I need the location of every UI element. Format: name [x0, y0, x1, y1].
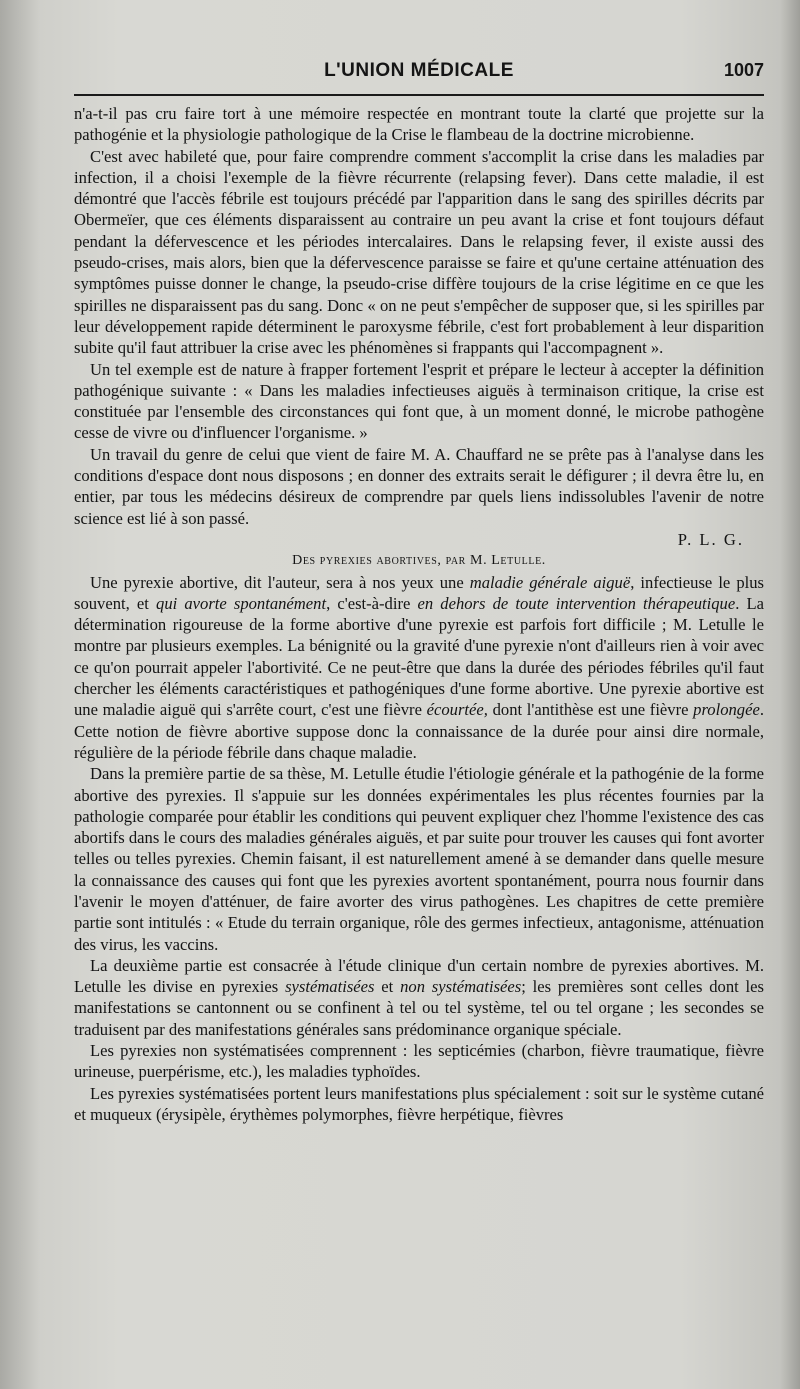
running-title: L'UNION MÉDICALE — [324, 60, 514, 81]
article-paragraph-3: Un tel exemple est de nature à frapper fortement l'esprit et prépare le lecteur à accepter la définition pathogénique suivante : « Dans les maladies infectieuses aiguës à terminaison critique, la crise est constituée par l'ensemble des circonstances qui font que, à un moment donné, le microbe pathogène cesse de vivre ou d'influencer l'organisme. » — [74, 359, 764, 443]
italic-term: qui avorte spontanément — [156, 593, 327, 613]
page-number: 1007 — [723, 60, 764, 80]
section-heading: Des pyrexies abortives, par M. Letulle. — [292, 553, 546, 569]
page-header — [74, 60, 764, 86]
text-run: Une pyrexie abortive, dit l'auteur, sera à nos yeux une — [90, 572, 470, 592]
section-paragraph-2: Dans la première partie de sa thèse, M. Letulle étudie l'étiologie générale et la pathogénie de la forme abortive des pyrexies. Il s'appuie sur les données expérimentales les plus récentes fournies par la pathologie comparée pour établir les conditions qui peuvent expliquer chez l'homme l'existence des cas abortifs dans le cours des maladies générales aiguës, et par suite pour trouver les causes qui font avorter telles ou telles pyrexies. Chemin faisant, il est naturellement amené à se demander dans quelle mesure la connaissance des causes qui font que les pyrexies avortent spontanément, pourra nous fournir dans l'avenir le moyen d'atténuer, de faire avorter des virus pathogènes. Les chapitres de cette première partie sont intitulés : « Etude du terrain organique, rôle des germes infectieux, antagonisme, atténuation des virus, les vaccins. — [74, 764, 764, 954]
header-rule — [74, 94, 764, 96]
text-run: , c'est-à-dire — [326, 593, 418, 613]
text-run: . La détermination rigoureuse de la forme abortive d'une pyrexie est parfois fort difficile ; M. Letulle le montre par plusieurs exemples. La bénignité ou la gravité d'une pyrexie n'ont d'ailleurs rien à voir avec ce qu'on pourrait appeler l'abortivité. Ce ne peut-être que dans la durée des périodes fébriles qu'il faut chercher les éléments caractéristiques et pathogéniques d'une forme abortive. Une pyrexie abortive est une maladie aiguë qui s'arrête court, c'est une fièvre — [74, 593, 764, 720]
author-signature: P. L. G. — [677, 529, 744, 549]
text-run: dont l'antithèse est une fièvre — [487, 700, 694, 720]
text-run: , infectieuse le plus souvent, et — [74, 572, 764, 613]
section-paragraph-5: Les pyrexies systématisées portent leurs manifestations plus spécialement : soit sur le système cutané et muqueux (érysipèle, érythèmes polymorphes, fièvre herpétique, fièvres — [74, 1083, 764, 1124]
italic-term: écourtée, — [426, 700, 488, 720]
italic-term: en dehors de toute intervention thérapeutique — [417, 593, 736, 613]
section-paragraph-4: Les pyrexies non systématisées comprennent : les septicémies (charbon, fièvre traumatique, fièvre urineuse, puerpérisme, etc.), les maladies typhoïdes. — [74, 1041, 764, 1082]
page-body — [74, 103, 764, 1125]
section-paragraph-3 — [74, 955, 764, 1040]
italic-term: prolongée — [693, 700, 760, 720]
italic-term: non systématisées — [400, 977, 522, 997]
text-run: . Cette notion de fièvre abortive suppose donc la connaissance de la durée pour ainsi dire normale, régulière de la période fébrile dans chaque maladie. — [74, 700, 764, 762]
text-run: et — [374, 977, 401, 997]
italic-term: systématisées — [285, 977, 375, 997]
article-paragraph-1: n'a-t-il pas cru faire tort à une mémoire respectée en montrant toute la clarté que projette sur la pathogénie et la physiologie pathologique de la Crise le flambeau de la doctrine microbienne. — [74, 104, 764, 145]
italic-term: maladie générale aiguë — [469, 572, 631, 592]
text-run: ; les premières sont celles dont les manifestations se cantonnent ou se confinent à tel ou tel système, tel ou tel organe ; les secondes se traduisent par des manifestations générales sans prédominance organique spéciale. — [74, 977, 764, 1039]
article-paragraph-2: C'est avec habileté que, pour faire comprendre comment s'accomplit la crise dans les maladies par infection, il a choisi l'exemple de la fièvre récurrente (relapsing fever). Dans cette maladie, il est démontré que l'accès fébrile est toujours précédé par l'apparition dans le sang des spirilles décrits par Obermeïer, que ces éléments disparaissent au contraire un peu avant la crise et font toujours défaut pendant la défervescence et les périodes intercalaires. Dans le relapsing fever, il existe aussi des pseudo-crises, mais alors, bien que la défervescence paraisse se faire et qu'une certaine atténuation des symptômes puisse donner le change, la pseudo-crise diffère toujours de la crise légitime en ce que les spirilles ne disparaissent pas du sang. Donc « on ne peut s'empêcher de supposer que, si les spirilles par leur développement rapide déterminent le paroxysme fébrile, c'est fort probablement à leur disparition subite qu'il faut attribuer la crise avec les phénomènes si frappants qui l'accompagnent ». — [74, 146, 764, 358]
article-paragraph-4: Un travail du genre de celui que vient de faire M. A. Chauffard ne se prête pas à l'analyse dans les conditions d'espace dont nous disposons ; en donner des extraits serait le défigurer ; il devra être lu, en entier, par tous les médecins désireux de comprendre par quels liens indissolubles l'avenir de notre science est lié à son passé. — [74, 444, 764, 528]
section-paragraph-1 — [74, 572, 764, 764]
text-run: La deuxième partie est consacrée à l'étude clinique d'un certain nombre de pyrexies abortives. M. Letulle les divise en pyrexies — [74, 955, 764, 997]
